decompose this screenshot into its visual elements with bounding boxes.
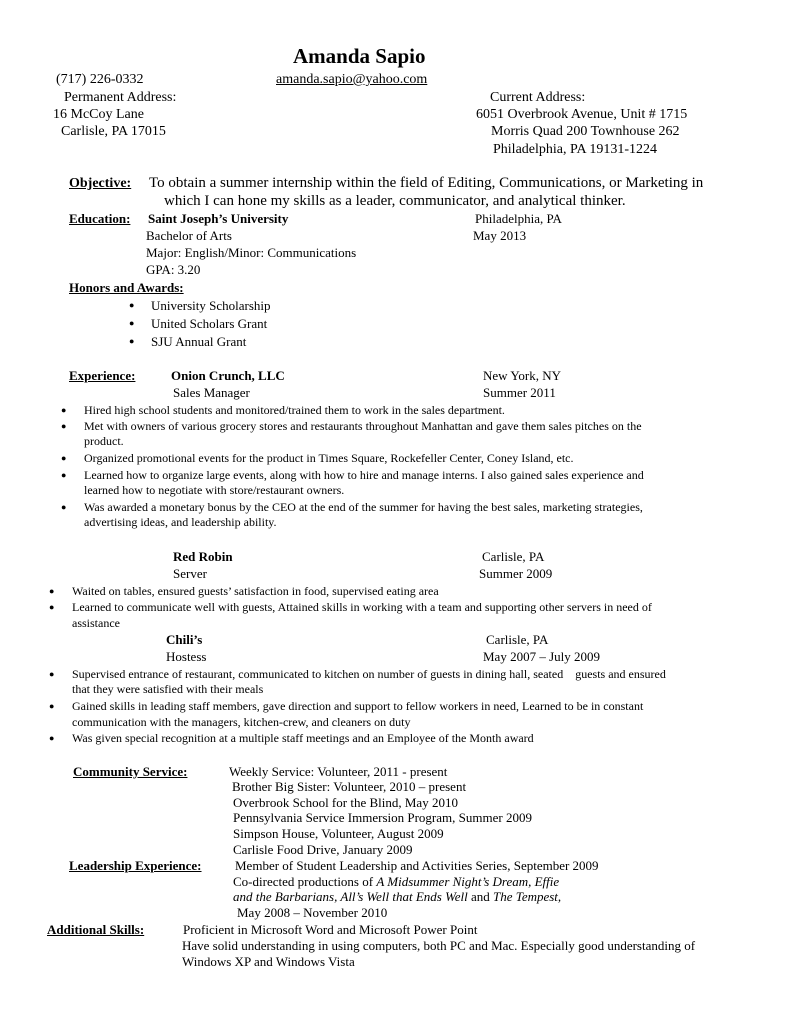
bullet-icon: ● xyxy=(49,669,55,679)
leadership-line3-title: The Tempest, xyxy=(493,889,562,904)
objective-text-line1: To obtain a summer internship within the field of Editing, Communications, or Marketing in xyxy=(149,175,704,191)
bullet-icon: ● xyxy=(61,453,67,463)
education-major: Major: English/Minor: Communications xyxy=(146,245,357,260)
community-item: Weekly Service: Volunteer, 2011 - present xyxy=(229,764,448,779)
job-bullet-text: Learned how to organize large events, along with how to hire and manage interns. I also gained sales experience and xyxy=(84,468,644,482)
job-bullet-text: Waited on tables, ensured guests’ satisfaction in food, supervised eating area xyxy=(72,584,439,598)
bullet-icon: ● xyxy=(49,602,55,612)
skills-line1: Proficient in Microsoft Word and Microsoft Power Point xyxy=(183,922,478,937)
leadership-line3-plain: and xyxy=(467,889,494,904)
job-date: May 2007 – July 2009 xyxy=(483,649,600,664)
job-bullet-text: Supervised entrance of restaurant, communicated to kitchen on number of guests in dining hall, seated guests and ensured xyxy=(72,667,666,681)
leadership-line2-plain: Co-directed productions of xyxy=(233,874,377,889)
objective-label: Objective: xyxy=(69,176,132,191)
job-bullet-text: advertising ideas, and leadership ability. xyxy=(84,515,277,529)
education-date: May 2013 xyxy=(473,228,527,243)
additional-skills-label: Additional Skills: xyxy=(47,922,145,937)
bullet-icon: ● xyxy=(49,701,55,711)
job-bullet-text: Was awarded a monetary bonus by the CEO at the end of the summer for having the best sales, marketing strategies, xyxy=(84,500,643,514)
phone-number: (717) 226-0332 xyxy=(56,72,144,87)
education-gpa: GPA: 3.20 xyxy=(146,262,201,277)
community-item: Carlisle Food Drive, January 2009 xyxy=(233,842,413,857)
job-date: Summer 2011 xyxy=(483,385,556,400)
resume-name: Amanda Sapio xyxy=(293,44,426,68)
bullet-icon: ● xyxy=(129,336,135,346)
community-item: Pennsylvania Service Immersion Program, Summer 2009 xyxy=(233,810,532,825)
honor-item: United Scholars Grant xyxy=(151,316,268,331)
bullet-icon: ● xyxy=(129,318,135,328)
leadership-line3-titles: and the Barbarians, All’s Well that Ends Well xyxy=(233,889,468,904)
community-item: Overbrook School for the Blind, May 2010 xyxy=(233,795,458,810)
bullet-icon: ● xyxy=(61,421,67,431)
bullet-icon: ● xyxy=(129,300,135,310)
job-location: Carlisle, PA xyxy=(482,549,545,564)
bullet-icon: ● xyxy=(61,405,67,415)
email-link[interactable]: amanda.sapio@yahoo.com xyxy=(276,72,428,87)
job-bullet-text: Learned to communicate well with guests, Attained skills in working with a team and supporting other servers in need of xyxy=(72,600,652,614)
job-bullet-text: Met with owners of various grocery stores and restaurants throughout Manhattan and gave them sales pitches on the xyxy=(84,419,642,433)
bullet-icon: ● xyxy=(61,470,67,480)
bullet-icon: ● xyxy=(49,586,55,596)
job-company: Red Robin xyxy=(173,549,233,564)
job-company: Chili’s xyxy=(166,632,203,647)
job-title: Sales Manager xyxy=(173,385,250,400)
education-label: Education: xyxy=(69,211,131,226)
current-address-line1: 6051 Overbrook Avenue, Unit # 1715 xyxy=(476,107,688,122)
honor-item: University Scholarship xyxy=(151,298,271,313)
leadership-line4: May 2008 – November 2010 xyxy=(237,905,388,920)
leadership-line3 xyxy=(233,889,561,904)
job-bullet-text: that they were satisfied with their meals xyxy=(72,682,264,696)
current-address-line3: Philadelphia, PA 19131-1224 xyxy=(493,142,657,157)
job-bullet-text: Was given special recognition at a multiple staff meetings and an Employee of the Month award xyxy=(72,731,534,745)
bullet-icon: ● xyxy=(49,733,55,743)
job-bullet-text: communication with the managers, kitchen-crew, and cleaners on duty xyxy=(72,715,411,729)
job-date: Summer 2009 xyxy=(479,566,553,581)
community-service-label: Community Service: xyxy=(73,764,188,779)
bullet-icon: ● xyxy=(61,502,67,512)
current-address-label: Current Address: xyxy=(490,90,586,105)
honor-item: SJU Annual Grant xyxy=(151,334,247,349)
permanent-address-line2: Carlisle, PA 17015 xyxy=(61,124,166,139)
job-title: Server xyxy=(173,566,207,581)
skills-line2: Have solid understanding in using computers, both PC and Mac. Especially good understanding of xyxy=(182,938,696,953)
objective-text-line2: which I can hone my skills as a leader, communicator, and analytical thinker. xyxy=(164,193,626,209)
job-bullet-text: Hired high school students and monitored/trained them to work in the sales department. xyxy=(84,403,505,417)
leadership-line2-title: A Midsummer Night’s Dream, Effie xyxy=(376,874,560,889)
community-item: Brother Big Sister: Volunteer, 2010 – present xyxy=(232,779,467,794)
job-bullet-text: product. xyxy=(84,434,124,448)
permanent-address-label: Permanent Address: xyxy=(64,90,177,105)
leadership-line2 xyxy=(233,874,559,889)
leadership-label: Leadership Experience: xyxy=(69,858,202,873)
job-bullet-text: Gained skills in leading staff members, gave direction and support to fellow workers in need, Learned to be in constant xyxy=(72,699,644,713)
education-location: Philadelphia, PA xyxy=(475,211,562,226)
experience-label: Experience: xyxy=(69,368,136,383)
skills-line3: Windows XP and Windows Vista xyxy=(182,954,355,969)
job-bullet-text: Organized promotional events for the product in Times Square, Rockefeller Center, Coney Island, etc. xyxy=(84,451,574,465)
community-item: Simpson House, Volunteer, August 2009 xyxy=(233,826,444,841)
current-address-line2: Morris Quad 200 Townhouse 262 xyxy=(491,124,680,139)
honors-label: Honors and Awards: xyxy=(69,280,184,295)
education-degree: Bachelor of Arts xyxy=(146,228,232,243)
education-school: Saint Joseph’s University xyxy=(148,211,289,226)
job-bullet-text: assistance xyxy=(72,616,120,630)
leadership-line1: Member of Student Leadership and Activities Series, September 2009 xyxy=(235,858,599,873)
job-title: Hostess xyxy=(166,649,207,664)
job-location: Carlisle, PA xyxy=(486,632,549,647)
job-bullet-text: learned how to negotiate with store/restaurant owners. xyxy=(84,483,345,497)
permanent-address-line1: 16 McCoy Lane xyxy=(53,107,144,122)
job-location: New York, NY xyxy=(483,368,562,383)
job-company: Onion Crunch, LLC xyxy=(171,368,285,383)
